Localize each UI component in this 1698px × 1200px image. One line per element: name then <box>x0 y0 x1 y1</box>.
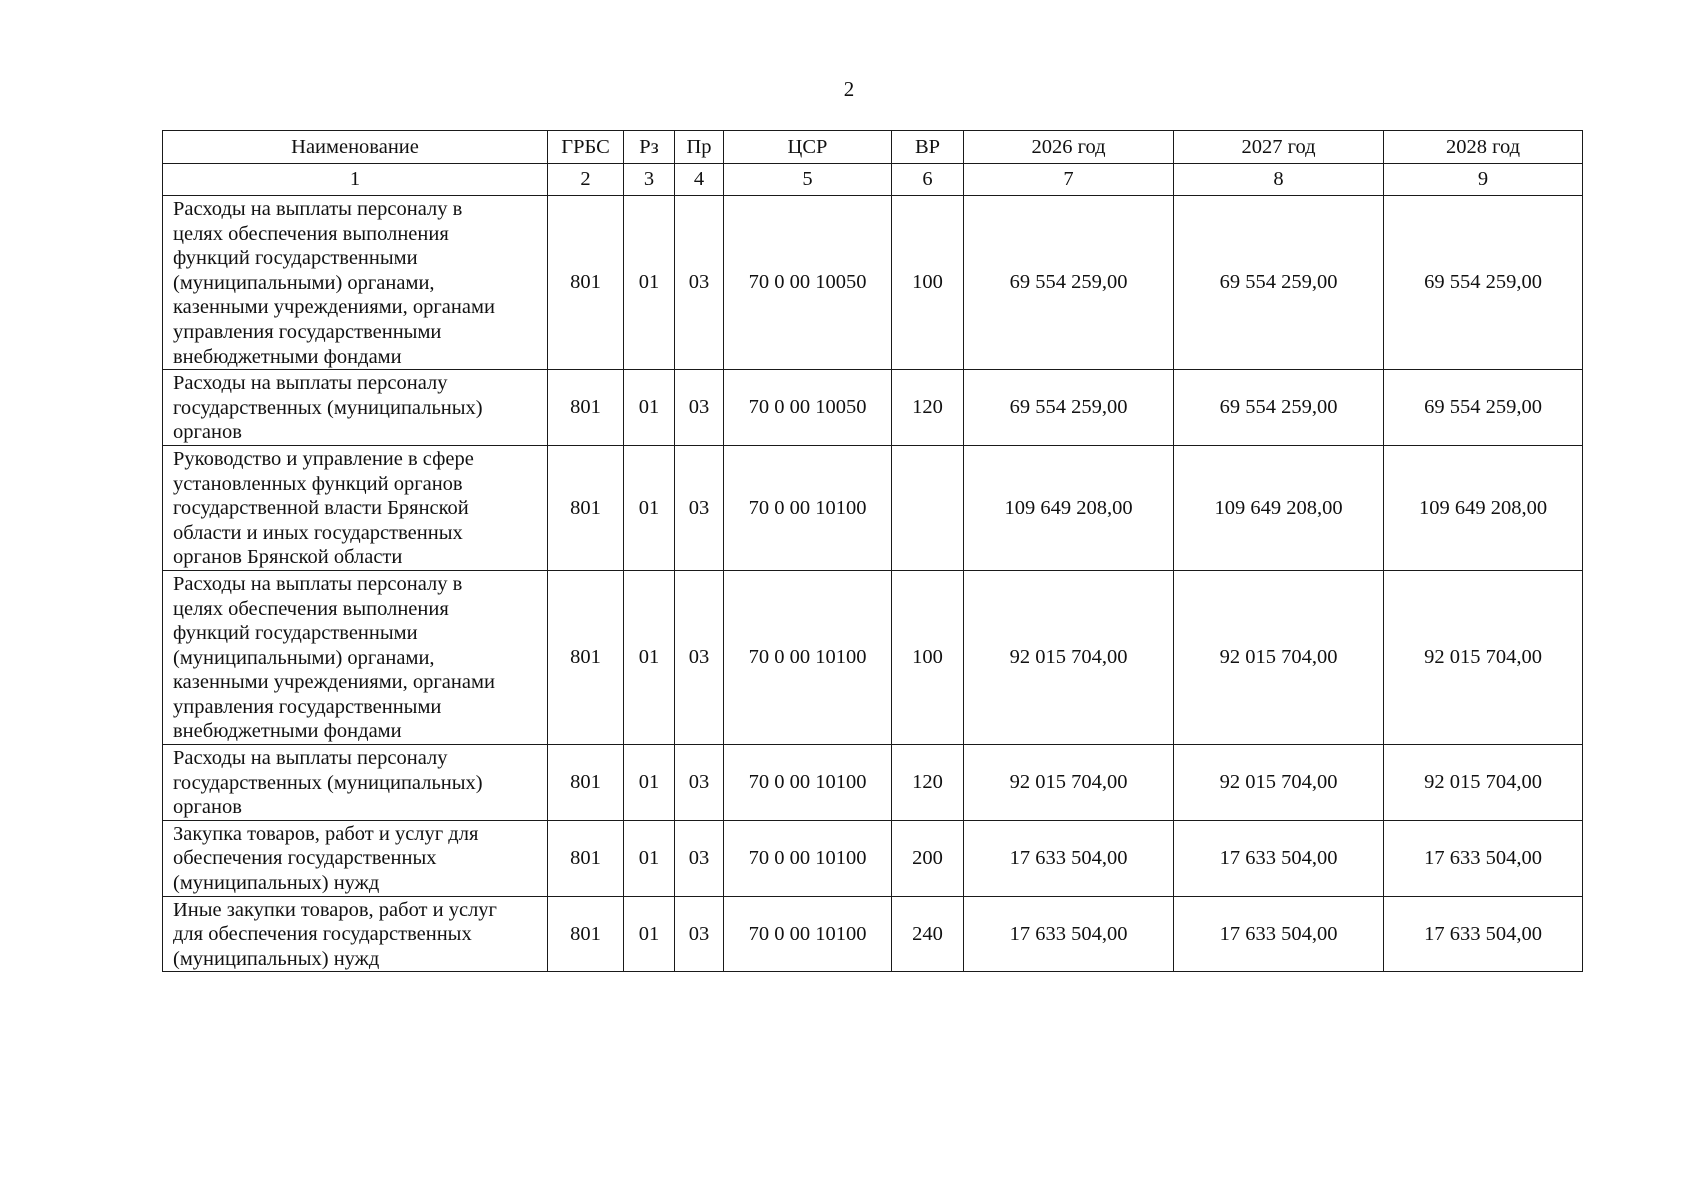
name-line: казенными учреждениями, органами <box>173 296 495 319</box>
name-line: (муниципальными) органами, <box>173 271 435 294</box>
column-number-cell: 9 <box>1384 164 1583 196</box>
pr-cell: 03 <box>675 196 724 370</box>
vr-cell <box>892 445 964 570</box>
amount-2028-cell: 17 633 504,00 <box>1384 820 1583 896</box>
column-number-cell: 6 <box>892 164 964 196</box>
header-cell-2028: 2028 год <box>1384 131 1583 164</box>
amount-2027-cell: 17 633 504,00 <box>1174 820 1384 896</box>
column-number-row <box>163 164 1583 196</box>
name-line: внебюджетными фондами <box>173 720 402 743</box>
csr-cell: 70 0 00 10100 <box>724 445 892 570</box>
amount-2028-cell: 92 015 704,00 <box>1384 570 1583 744</box>
rz-cell: 01 <box>624 196 675 370</box>
pr-cell: 03 <box>675 370 724 446</box>
table-row <box>163 745 1583 821</box>
name-cell <box>163 896 548 972</box>
csr-cell: 70 0 00 10100 <box>724 745 892 821</box>
pr-cell: 03 <box>675 820 724 896</box>
vr-cell: 100 <box>892 196 964 370</box>
name-line: государственных (муниципальных) <box>173 771 483 794</box>
table-row <box>163 570 1583 744</box>
name-line: (муниципальных) нужд <box>173 872 380 895</box>
rz-cell: 01 <box>624 370 675 446</box>
header-cell-2026: 2026 год <box>964 131 1174 164</box>
csr-cell: 70 0 00 10100 <box>724 820 892 896</box>
name-cell <box>163 370 548 446</box>
name-line: внебюджетными фондами <box>173 345 402 368</box>
name-line: Расходы на выплаты персоналу <box>173 372 448 395</box>
name-cell <box>163 196 548 370</box>
grbs-cell: 801 <box>548 445 624 570</box>
grbs-cell: 801 <box>548 896 624 972</box>
grbs-cell: 801 <box>548 196 624 370</box>
vr-cell: 120 <box>892 745 964 821</box>
csr-cell: 70 0 00 10100 <box>724 570 892 744</box>
column-number-cell: 5 <box>724 164 892 196</box>
name-cell <box>163 445 548 570</box>
amount-2026-cell: 109 649 208,00 <box>964 445 1174 570</box>
pr-cell: 03 <box>675 570 724 744</box>
column-number-cell: 7 <box>964 164 1174 196</box>
name-line: органов <box>173 796 242 819</box>
column-number-cell: 3 <box>624 164 675 196</box>
rz-cell: 01 <box>624 570 675 744</box>
name-line: государственной власти Брянской <box>173 497 469 520</box>
header-row <box>163 131 1583 164</box>
amount-2028-cell: 69 554 259,00 <box>1384 196 1583 370</box>
name-line: установленных функций органов <box>173 472 463 495</box>
amount-2026-cell: 69 554 259,00 <box>964 196 1174 370</box>
amount-2028-cell: 17 633 504,00 <box>1384 896 1583 972</box>
header-cell-name: Наименование <box>163 131 548 164</box>
vr-cell: 100 <box>892 570 964 744</box>
amount-2028-cell: 92 015 704,00 <box>1384 745 1583 821</box>
name-line: целях обеспечения выполнения <box>173 597 449 620</box>
page-number: 2 <box>843 77 855 101</box>
vr-cell: 240 <box>892 896 964 972</box>
grbs-cell: 801 <box>548 570 624 744</box>
header-cell-pr: Пр <box>675 131 724 164</box>
name-line: функций государственными <box>173 247 418 270</box>
name-line: функций государственными <box>173 622 418 645</box>
csr-cell: 70 0 00 10050 <box>724 370 892 446</box>
table-row <box>163 370 1583 446</box>
csr-cell: 70 0 00 10100 <box>724 896 892 972</box>
grbs-cell: 801 <box>548 820 624 896</box>
column-number-cell: 1 <box>163 164 548 196</box>
name-line: управления государственными <box>173 320 442 343</box>
vr-cell: 200 <box>892 820 964 896</box>
table-row <box>163 820 1583 896</box>
amount-2026-cell: 69 554 259,00 <box>964 370 1174 446</box>
name-line: Расходы на выплаты персоналу в <box>173 572 463 595</box>
amount-2026-cell: 17 633 504,00 <box>964 820 1174 896</box>
vr-cell: 120 <box>892 370 964 446</box>
name-cell <box>163 570 548 744</box>
name-line: казенными учреждениями, органами <box>173 671 495 694</box>
pr-cell: 03 <box>675 896 724 972</box>
rz-cell: 01 <box>624 820 675 896</box>
amount-2026-cell: 17 633 504,00 <box>964 896 1174 972</box>
header-cell-csr: ЦСР <box>724 131 892 164</box>
name-line: области и иных государственных <box>173 521 463 544</box>
csr-cell: 70 0 00 10050 <box>724 196 892 370</box>
name-line: органов Брянской области <box>173 546 403 569</box>
name-line: (муниципальных) нужд <box>173 947 380 970</box>
amount-2028-cell: 109 649 208,00 <box>1384 445 1583 570</box>
table-row <box>163 445 1583 570</box>
amount-2027-cell: 17 633 504,00 <box>1174 896 1384 972</box>
name-line: управления государственными <box>173 695 442 718</box>
amount-2026-cell: 92 015 704,00 <box>964 745 1174 821</box>
column-number-cell: 4 <box>675 164 724 196</box>
name-line: Закупка товаров, работ и услуг для <box>173 822 479 845</box>
amount-2027-cell: 109 649 208,00 <box>1174 445 1384 570</box>
name-line: (муниципальными) органами, <box>173 646 435 669</box>
name-line: обеспечения государственных <box>173 847 437 870</box>
name-line: Расходы на выплаты персоналу <box>173 747 448 770</box>
grbs-cell: 801 <box>548 370 624 446</box>
table-body <box>163 196 1583 972</box>
amount-2026-cell: 92 015 704,00 <box>964 570 1174 744</box>
rz-cell: 01 <box>624 896 675 972</box>
pr-cell: 03 <box>675 445 724 570</box>
budget-table <box>162 130 1583 972</box>
name-cell <box>163 745 548 821</box>
column-number-cell: 8 <box>1174 164 1384 196</box>
header-cell-grbs: ГРБС <box>548 131 624 164</box>
table-row <box>163 196 1583 370</box>
header-cell-rz: Рз <box>624 131 675 164</box>
amount-2027-cell: 92 015 704,00 <box>1174 570 1384 744</box>
name-line: Иные закупки товаров, работ и услуг <box>173 898 497 921</box>
grbs-cell: 801 <box>548 745 624 821</box>
rz-cell: 01 <box>624 445 675 570</box>
name-cell <box>163 820 548 896</box>
header-cell-2027: 2027 год <box>1174 131 1384 164</box>
amount-2027-cell: 69 554 259,00 <box>1174 196 1384 370</box>
amount-2027-cell: 69 554 259,00 <box>1174 370 1384 446</box>
header-cell-vr: ВР <box>892 131 964 164</box>
amount-2027-cell: 92 015 704,00 <box>1174 745 1384 821</box>
table-row <box>163 896 1583 972</box>
pr-cell: 03 <box>675 745 724 821</box>
name-line: целях обеспечения выполнения <box>173 222 449 245</box>
name-line: государственных (муниципальных) <box>173 396 483 419</box>
amount-2028-cell: 69 554 259,00 <box>1384 370 1583 446</box>
name-line: Расходы на выплаты персоналу в <box>173 198 463 220</box>
column-number-cell: 2 <box>548 164 624 196</box>
name-line: органов <box>173 421 242 444</box>
name-line: для обеспечения государственных <box>173 923 472 946</box>
name-line: Руководство и управление в сфере <box>173 447 474 470</box>
rz-cell: 01 <box>624 745 675 821</box>
